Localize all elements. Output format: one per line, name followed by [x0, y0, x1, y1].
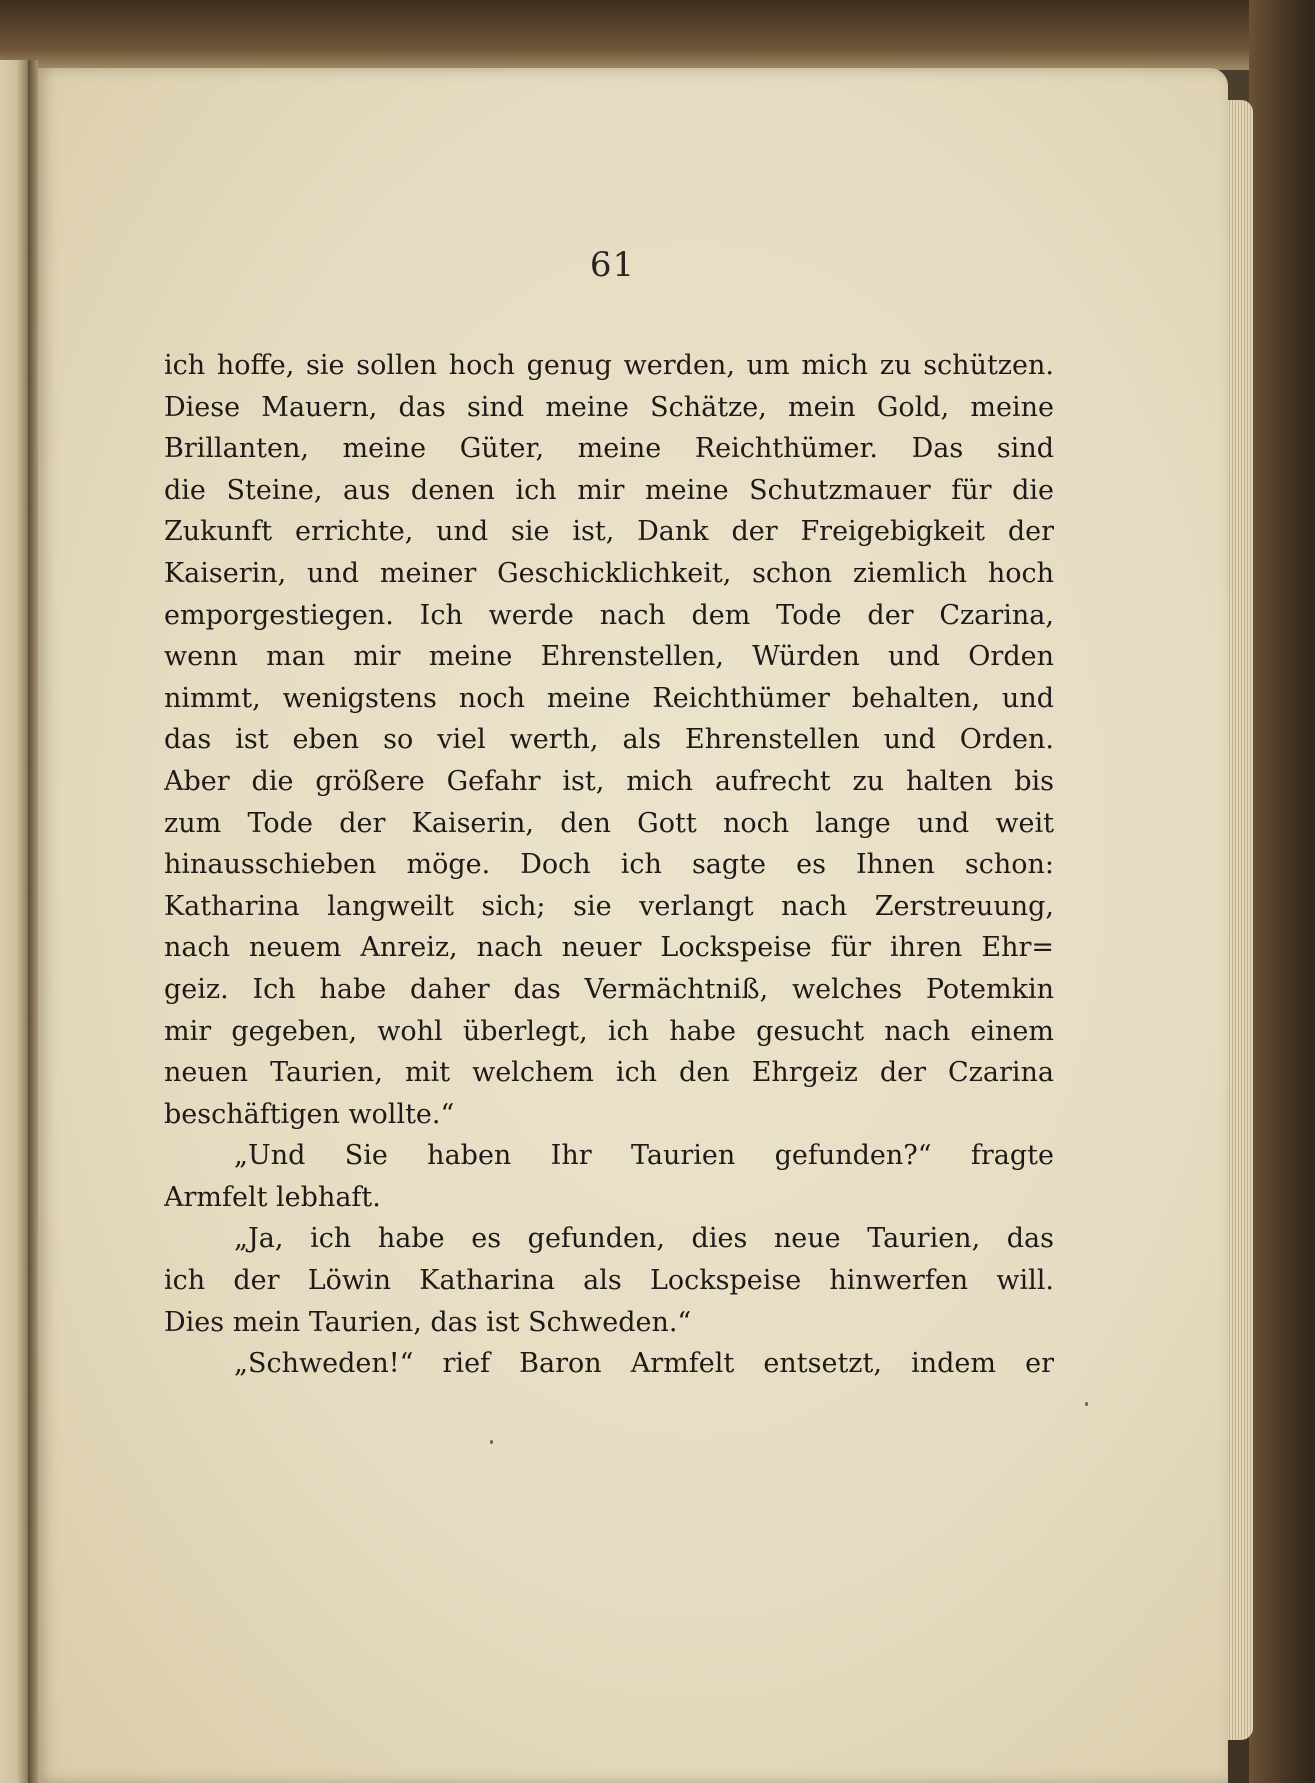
page-number: 61: [589, 245, 636, 285]
text-line: Aber die größere Gefahr ist, mich aufrecht zu halten bis: [164, 765, 1054, 797]
paper-speck: [1085, 1402, 1088, 1406]
text-line: Zukunft errichte, und sie ist, Dank der Freigebigkeit der: [164, 516, 1054, 548]
paper-speck: [490, 1440, 493, 1444]
text-line: die Steine, aus denen ich mir meine Schutzmauer für die: [164, 474, 1054, 506]
text-line: Brillanten, meine Güter, meine Reichthümer. Das sind: [164, 433, 1054, 465]
text-line: das ist eben so viel werth, als Ehrenstellen und Orden.: [164, 724, 1054, 756]
text-line: „Und Sie haben Ihr Taurien gefunden?“ fragte: [234, 1140, 1054, 1172]
page-stack-fore-edge: [1227, 100, 1253, 1740]
left-page-edge: [0, 60, 30, 1783]
text-line: „Schweden!“ rief Baron Armfelt entsetzt, indem er: [234, 1348, 1054, 1380]
book-top-edge: [0, 0, 1315, 70]
body-text: [164, 345, 1054, 1385]
binding-gutter: [28, 60, 38, 1783]
text-line: Dies mein Taurien, das ist Schweden.“: [164, 1306, 692, 1338]
text-line: Kaiserin, und meiner Geschicklichkeit, schon ziemlich hoch: [164, 557, 1054, 589]
text-line: beschäftigen wollte.“: [164, 1098, 455, 1130]
text-line: Armfelt lebhaft.: [164, 1181, 381, 1213]
text-line: ich der Löwin Katharina als Lockspeise hinwerfen will.: [164, 1265, 1054, 1297]
text-line: wenn man mir meine Ehrenstellen, Würden und Orden: [164, 641, 1054, 673]
text-line: hinausschieben möge. Doch ich sagte es Ihnen schon:: [164, 849, 1054, 881]
text-line: mir gegeben, wohl überlegt, ich habe gesucht nach einem: [164, 1015, 1054, 1047]
text-line: neuen Taurien, mit welchem ich den Ehrgeiz der Czarina: [164, 1057, 1054, 1089]
text-line: Katharina langweilt sich; sie verlangt nach Zerstreuung,: [164, 890, 1054, 922]
text-line: nimmt, wenigstens noch meine Reichthümer behalten, und: [164, 682, 1054, 714]
text-line: emporgestiegen. Ich werde nach dem Tode der Czarina,: [164, 599, 1054, 631]
book-cover-edge: [1249, 0, 1315, 1783]
text-line: „Ja, ich habe es gefunden, dies neue Taurien, das: [234, 1223, 1054, 1255]
text-line: ich hoffe, sie sollen hoch genug werden, um mich zu schützen.: [164, 350, 1054, 381]
text-line: nach neuem Anreiz, nach neuer Lockspeise für ihren Ehr=: [164, 932, 1054, 964]
text-line: Diese Mauern, das sind meine Schätze, mein Gold, meine: [164, 391, 1054, 423]
text-line: zum Tode der Kaiserin, den Gott noch lange und weit: [164, 807, 1054, 839]
text-line: geiz. Ich habe daher das Vermächtniß, welches Potemkin: [164, 973, 1054, 1005]
